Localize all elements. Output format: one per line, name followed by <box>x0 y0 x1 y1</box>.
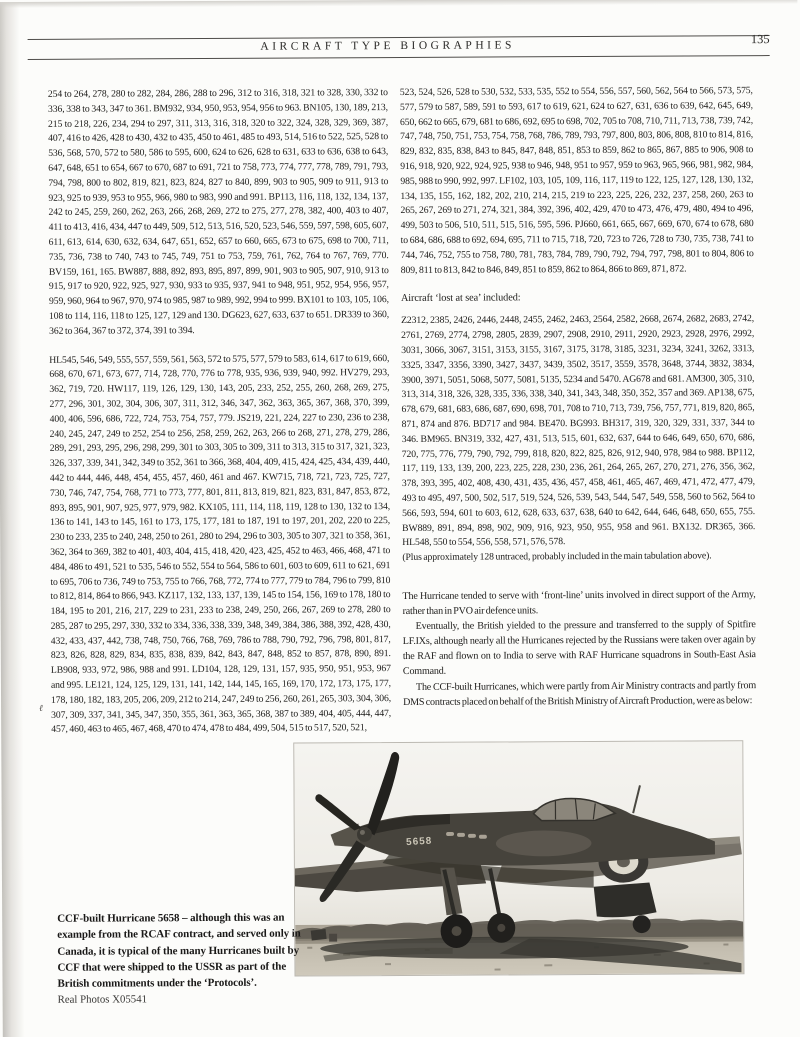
header-rule-bottom <box>28 55 770 60</box>
running-head-title: AIRCRAFT TYPE BIOGRAPHIES <box>260 39 515 53</box>
photo-credit: Real Photos X05541 <box>57 993 148 1007</box>
untraced-note: (Plus approximately 128 untraced, probably included in the main tabulation above). <box>402 550 712 564</box>
prose-section <box>402 587 756 739</box>
lost-at-sea-heading: Aircraft ‘lost at sea’ included: <box>400 292 521 305</box>
margin-print-artifact: ℓ <box>39 702 43 713</box>
right-column <box>400 84 756 586</box>
prose-paragraph: The Hurricane tended to serve with ‘front-line’ units involved in direct support of the Army, rather than in PVO air defence units. <box>402 589 756 618</box>
painted-serial: 5658 <box>405 835 433 849</box>
prose-paragraph: Eventually, the British yielded to the pressure and transferred to the supply of Spitfire LF.IXs, although nearly all the Hurricanes rejected by the Russians were taken over again by the RAF and flown on to India to serve with RAF Hurricane squadrons in South-East Asia Command. <box>402 619 756 678</box>
radiator-bath <box>594 882 657 917</box>
hurricane-photo-illustration <box>294 741 743 975</box>
scan-edge-shadow <box>0 2 25 1037</box>
caption-text: CCF-built Hurricane 5658 – although this was an example from the RCAF contract, and served only in Canada, it is typical of the many Hurricanes built by CCF that were shipped to the USSR as part of the British commitments under the ‘Protocols’. <box>57 911 301 990</box>
scan-top-shadow <box>0 0 797 8</box>
page-number: 135 <box>750 32 770 47</box>
photo-caption <box>57 910 304 1009</box>
lost-at-sea-list: Z2312, 2385, 2426, 2446, 2448, 2455, 2462, 2463, 2564, 2582, 2668, 2674, 2682, 2683, 2742, 2761, 2769, 2774, 2798, 2805, 2839, 2907, 2908, 2910, 2911, 2920, 2923, 2928, 2976, 2992, 3031, 3066, 3067, 3151, 3153, 3155, 3167, 3175, 3178, 3185, 3231, 3234, 3241, 3262, 3313, 3325, 3347, 3356, 3390, 3427, 3437, 3439, 3502, 3517, 3559, 3578, 3648, 3744, 3832, 3834, 3900, 3971, 5051, 5068, 5077, 5081, 5135, 5234 and 5470. AG678 and 681. AM300, 305, 310, 313, 314, 318, 326, 328, 335, 336, 338, 340, 341, 343, 348, 350, 352, 357 and 369. AP138, 675, 678, 679, 681, 683, 686, 687, 690, 698, 701, 708 to 710, 713, 739, 756, 757, 771, 819, 820, 865, 871, 874 and 876. BD717 and 984. BE470. BG993. BH317, 319, 320, 329, 331, 337, 344 to 346. BM965. BN319, 332, 427, 431, 513, 515, 601, 632, 637, 644 to 646, 649, 650, 670, 686, 720, 775, 776, 779, 790, 792, 799, 818, 820, 822, 825, 826, 912, 940, 978, 984 to 988. BP112, 117, 119, 133, 139, 200, 223, 225, 228, 230, 236, 261, 264, 265, 267, 270, 271, 276, 356, 362, 378, 393, 395, 402, 408, 430, 431, 435, 436, 457, 458, 461, 465, 467, 469, 471, 472, 477, 479, 493 to 495, 497, 500, 502, 517, 519, 524, 526, 539, 543, 544, 547, 549, 558, 560 to 562, 564 to 566, 593, 594, 601 to 603, 612, 628, 633, 637, 638, 640 to 642, 644, 646, 648, 650, 655, 755. BW889, 891, 894, 898, 902, 909, 916, 923, 950, 955, 958 and 961. BX132. DR365, 366. HL548, 550 to 554, 556, 558, 571, 576, 578. <box>401 313 756 549</box>
left-column <box>48 86 391 740</box>
serial-list-paragraph: 254 to 264, 278, 280 to 282, 284, 286, 288 to 296, 312 to 316, 318, 321 to 328, 330, 332 to 336, 338 to 343, 347 to 361. BM932, 934, 950, 953, 954, 956 to 963. BN105, 130, 189, 213, 215 to 218, 226, 234, 294 to 297, 311, 313, 316, 318, 320 to 322, 324, 328, 329, 369, 387, 407, 416 to 426, 428 to 430, 432 to 435, 450 to 461, 485 to 493, 514, 516 to 522, 525, 528 to 536, 568, 570, 572 to 580, 586 to 595, 600, 624 to 626, 628 to 631, 633 to 636, 638 to 643, 647, 648, 651 to 654, 667 to 670, 687 to 691, 721 to 758, 773, 774, 777, 778, 789, 791, 793, 794, 798, 800 to 802, 819, 821, 823, 824, 827 to 840, 899, 903 to 905, 909 to 911, 913 to 923, 925 to 939, 953 to 955, 966, 980 to 983, 990 and 991. BP113, 116, 118, 132, 134, 137, 242 to 245, 259, 260, 262, 263, 266, 268, 269, 272 to 275, 277, 278, 382, 400, 403 to 407, 411 to 413, 416, 434, 447 to 449, 509, 512, 513, 516, 520, 523, 546, 559, 597, 598, 605, 607, 611, 613, 614, 630, 632, 634, 647, 651, 652, 657 to 660, 665, 673 to 675, 698 to 700, 711, 735, 736, 738 to 740, 743 to 745, 749, 751 to 753, 759, 761, 762, 764 to 767, 769, 770. BV159, 161, 165. BW887, 888, 892, 893, 895, 897, 899, 901, 903 to 905, 907, 910, 913 to 915, 917 to 920, 922, 925, 927, 930, 933 to 935, 937, 941 to 948, 951, 952, 954, 956, 957, 959, 960, 964 to 967, 970, 974 to 985, 987 to 989, 992, 994 to 999. BX101 to 103, 105, 106, 108 to 114, 116, 118 to 125, 127, 129 and 130. DG623, 627, 633, 637 to 651. DR339 to 360, 362 to 364, 367 to 372, 374, 391 to 394. <box>47 87 390 337</box>
far-wheel <box>633 915 651 933</box>
serial-list-paragraph: HL545, 546, 549, 555, 557, 559, 561, 563, 572 to 575, 577, 579 to 583, 614, 617 to 619, 660, 668, 670, 671, 673, 677, 714, 728, 770, 776 to 778, 935, 936, 939, 940, 992. HV279, 293, 362, 719, 720. HW117, 119, 126, 129, 130, 143, 205, 233, 252, 255, 260, 268, 269, 275, 277, 296, 301, 302, 304, 306, 307, 311, 312, 346, 347, 362, 363, 365, 367, 368, 370, 399, 400, 406, 596, 686, 722, 724, 753, 754, 757, 779. JS219, 221, 224, 227 to 230, 236 to 238, 240, 245, 247, 249 to 252, 254 to 256, 258, 259, 262, 263, 266 to 268, 271, 278, 279, 286, 289, 291, 293, 295, 296, 298, 299, 301 to 303, 305 to 309, 311 to 313, 315 to 317, 321, 323, 326, 337, 339, 341, 342, 349 to 352, 361 to 366, 368, 404, 409, 415, 424, 425, 434, 439, 440, 442 to 444, 446, 448, 454, 455, 457, 460, 461 and 467. KW715, 718, 721, 723, 725, 727, 730, 746, 747, 754, 768, 771 to 773, 777, 801, 811, 813, 819, 821, 823, 831, 847, 853, 872, 893, 895, 901, 907, 925, 977, 979, 982. KX105, 111, 114, 118, 119, 128 to 130, 132 to 134, 136 to 141, 143 to 145, 161 to 173, 175, 177, 181 to 187, 191 to 197, 201, 202, 220 to 225, 230 to 233, 235 to 240, 248, 250 to 261, 280 to 294, 296 to 303, 305 to 307, 321 to 358, 361, 362, 364 to 369, 382 to 401, 403, 404, 415, 418, 420, 423, 425, 452 to 463, 466, 468, 471 to 484, 486 to 491, 521 to 535, 546 to 552, 554 to 564, 586 to 601, 603 to 609, 611 to 621, 691 to 695, 706 to 736, 749 to 753, 755 to 766, 768, 772, 774 to 777, 779 to 784, 796 to 799, 810 to 812, 814, 864 to 866, 943. KZ117, 132, 133, 137, 139, 145 to 154, 156, 169 to 178, 180 to 184, 195 to 201, 216, 217, 229 to 231, 233 to 238, 249, 250, 266, 267, 269 to 278, 280 to 285, 287 to 295, 297, 330, 332 to 334, 336, 338, 339, 348, 349, 384, 386, 388, 392, 428, 430, 432, 433, 437, 442, 738, 748, 750, 766, 768, 769, 786 to 788, 790, 792, 796, 798, 801, 817, 823, 826, 828, 829, 834, 835, 838, 839, 842, 843, 847, 848, 852 to 857, 878, 890, 891. LB908, 933, 972, 986, 988 and 991. LD104, 128, 129, 131, 157, 935, 950, 951, 953, 967 and 995. LE121, 124, 125, 129, 131, 141, 142, 144, 145, 165, 169, 170, 172, 173, 175, 177, 178, 180, 182, 183, 205, 206, 209, 212 to 214, 247, 249 to 256, 260, 261, 265, 303, 304, 306, 307, 309, 337, 341, 345, 347, 350, 355, 361, 363, 365, 368, 387 to 389, 404, 405, 444, 447, 457, 460, 463 to 465, 467, 468, 470 to 474, 478 to 484, 499, 504, 515 to 517, 520, 521, <box>49 352 392 736</box>
hurricane-photo <box>293 740 744 976</box>
serial-list-paragraph: 523, 524, 526, 528 to 530, 532, 533, 535, 552 to 554, 556, 557, 560, 562, 564 to 566, 573, 575, 577, 579 to 587, 589, 591 to 593, 617 to 619, 621, 624 to 627, 631, 636 to 639, 642, 645, 649, 650, 662 to 665, 679, 681 to 686, 692, 695 to 698, 702, 705 to 708, 710, 711, 713, 738, 739, 742, 747, 748, 750, 751, 753, 754, 758, 768, 786, 789, 793, 797, 800, 803, 806, 808, 810 to 814, 816, 829, 832, 835, 838, 843 to 845, 847, 848, 851, 853 to 859, 862 to 865, 867, 885 to 906, 908 to 916, 918, 920, 922, 924, 925, 938 to 946, 948, 951 to 957, 959 to 963, 965, 966, 981, 982, 984, 985, 988 to 990, 992, 997. LF102, 103, 105, 109, 116, 117, 119 to 122, 125, 127, 128, 130, 132, 134, 135, 155, 162, 182, 202, 210, 214, 215, 219 to 223, 225, 226, 232, 237, 258, 260, 263 to 265, 267, 269 to 271, 274, 321, 384, 392, 396, 402, 429, 470 to 473, 476, 479, 480, 494 to 496, 499, 503 to 506, 510, 511, 515, 516, 595, 596. PJ660, 661, 665, 667, 669, 670, 674 to 678, 680 to 684, 686, 688 to 692, 694, 695, 711 to 715, 718, 720, 723 to 726, 728 to 730, 735, 738, 741 to 744, 746, 752, 755 to 758, 780, 781, 783, 784, 789, 790, 792, 794, 797, 798, 801 to 804, 806 to 809, 811 to 813, 842 to 846, 849, 851 to 859, 862 to 864, 866 to 869, 871, 872. <box>399 85 754 276</box>
prose-paragraph: The CCF-built Hurricanes, which were partly from Air Ministry contracts and partly from DMS contracts placed on behalf of the British Ministry of Aircraft Production, were as below: <box>403 679 757 708</box>
